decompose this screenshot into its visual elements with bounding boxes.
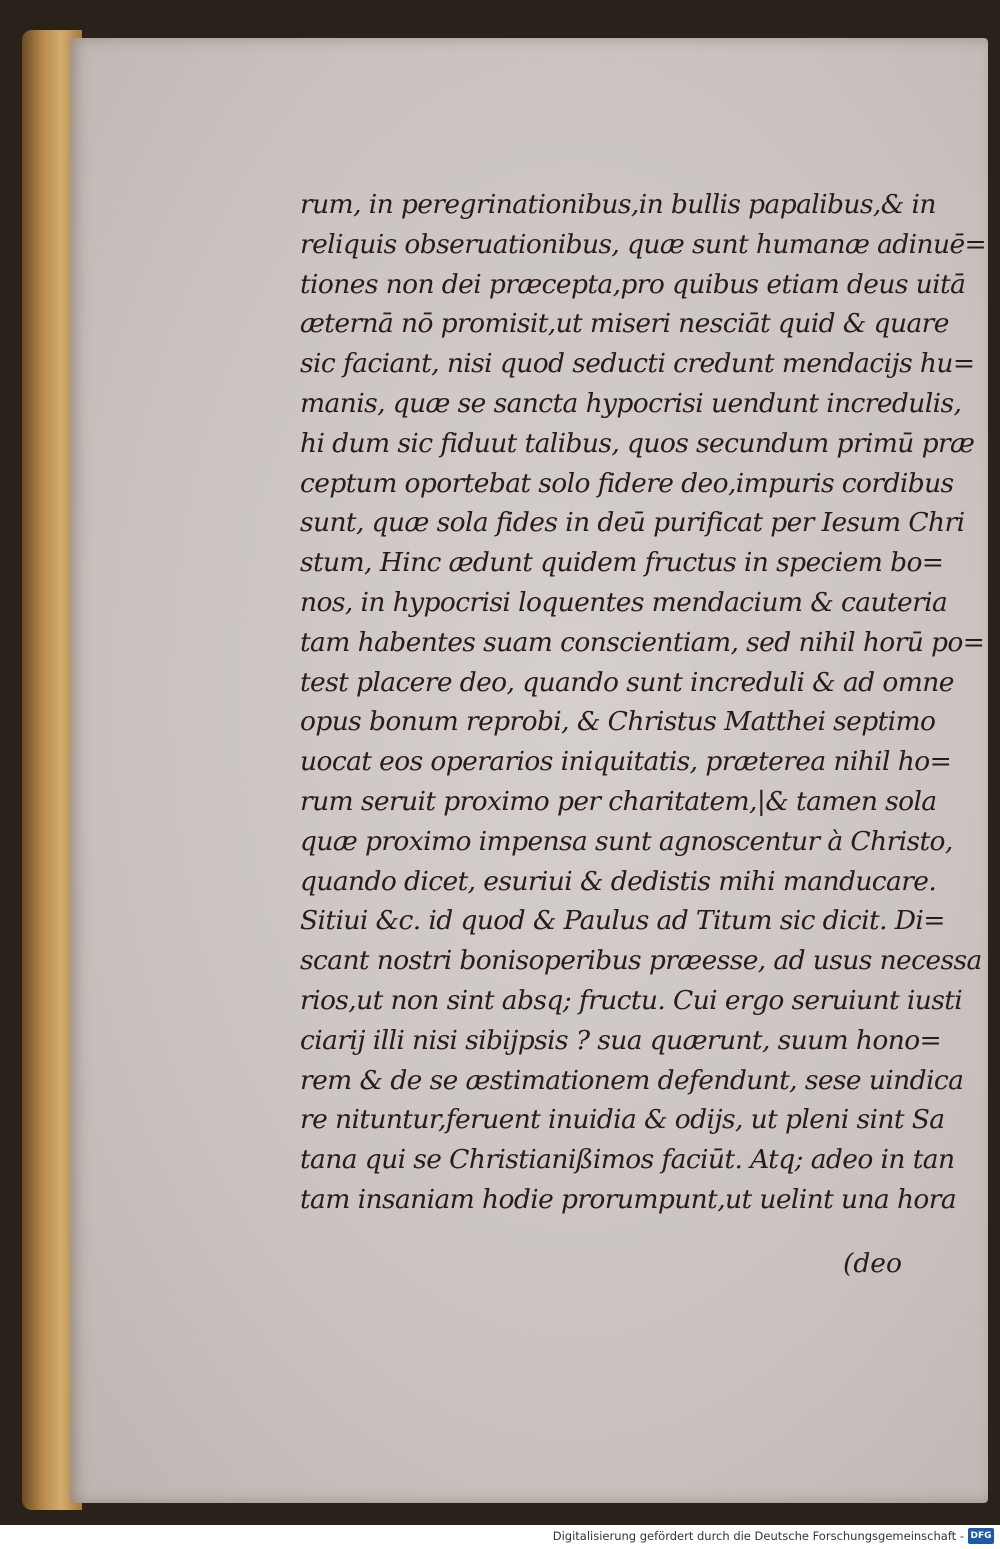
text-line: quæ proximo impensa sunt agnoscentur à Christo, [300, 825, 953, 857]
text-line: æternā nō promisit,ut miseri nesciāt quid & quare [300, 308, 949, 340]
text-line: ceptum oportebat solo fidere deo,impuris cordibus [300, 467, 954, 499]
text-line: sic faciant, nisi quod seducti credunt mendacijs hu= [300, 348, 975, 380]
text-line: uocat eos operarios iniquitatis, prӕterea nihil ho= [300, 746, 952, 778]
text-line: stum, Hinc ædunt quidem fructus in speciem bo= [300, 547, 944, 579]
text-line: manis, quæ se sancta hypocrisi uendunt incredulis, [300, 387, 962, 419]
text-line: sunt, quæ sola fides in deū purificat per Iesum Chri [300, 507, 965, 539]
text-line: rios,ut non sint absq; fructu. Cui ergo seruiunt iusti [300, 984, 963, 1016]
text-line: tam insaniam hodie prorumpunt,ut uelint una hora [300, 1183, 957, 1215]
text-line: rum, in peregrinationibus,in bullis papalibus,& in [300, 189, 936, 220]
text-line: opus bonum reprobi, & Christus Matthei septimo [300, 706, 936, 738]
text-line: tiones non dei præcepta,pro quibus etiam deus uitā [300, 268, 966, 300]
text-line: rum seruit proximo per charitatem,|& tamen sola [300, 785, 937, 817]
text-line: reliquis obseruationibus, quæ sunt humanæ adinuē= [300, 228, 987, 260]
text-line: quando dicet, esuriui & dedistis mihi manducare. [300, 865, 937, 897]
dfg-logo-icon: DFG [968, 1528, 994, 1544]
text-line: test placere deo, quando sunt increduli & ad omne [300, 666, 954, 698]
text-line: Sitiui &c. id quod & Paulus ad Titum sic dicit. Di= [300, 905, 945, 937]
text-line: tam habentes suam conscientiam, sed nihil horū po= [300, 626, 985, 658]
text-line: hi dum sic fiduut talibus, quos secundum primū præ [300, 427, 975, 459]
funding-credit: Digitalisierung gefördert durch die Deutsche Forschungsgemeinschaft - [552, 1529, 964, 1543]
text-line: scant nostri bonisoperibus præesse, ad usus necessa [300, 945, 982, 977]
footer-bar [0, 1525, 1000, 1549]
text-line: nos, in hypocrisi loquentes mendacium & cauteria [300, 586, 948, 618]
body-text [300, 185, 987, 1220]
catchword: (deo [843, 1248, 902, 1279]
text-line: re nituntur,feruent inuidia & odijs, ut pleni sint Sa [300, 1104, 945, 1136]
text-line: ciarij illi nisi sibijpsis ? sua quærunt, suum hono= [300, 1024, 942, 1056]
text-line: rem & de se æstimationem defendunt, sese uindica [300, 1064, 964, 1096]
text-line: tana qui se Christianißimos faciūt. Atq; adeo in tan [300, 1144, 955, 1176]
